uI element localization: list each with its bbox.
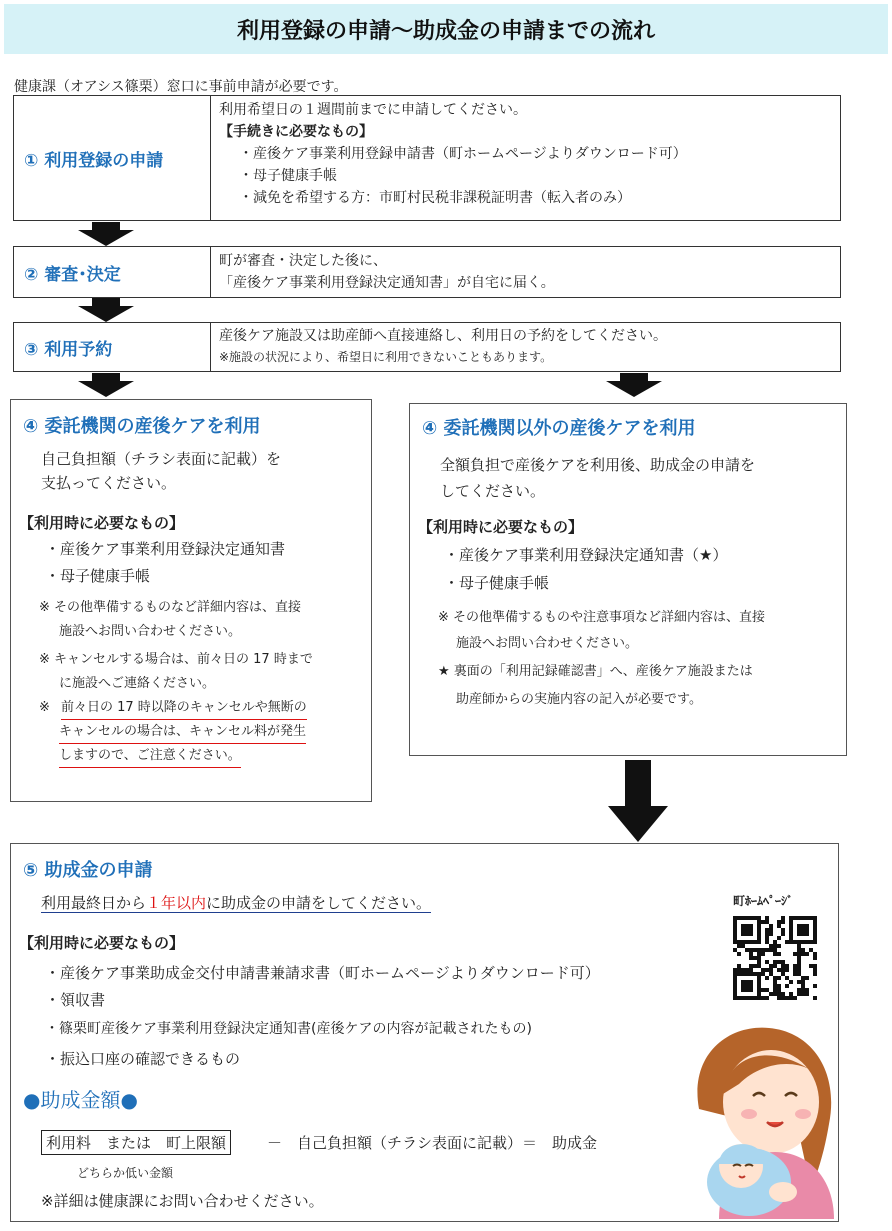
right-card-desc: してください。 xyxy=(440,482,546,500)
left-card-cancel-warning: しますので、ご注意ください。 xyxy=(59,744,241,768)
step-1-box xyxy=(13,95,841,221)
step-2-box xyxy=(13,246,841,298)
step-3-note: ※施設の状況により、希望日に利用できないこともあります。 xyxy=(219,350,553,364)
step-1-need-item: ・産後ケア事業利用登録申請書（町ホームページよりダウンロード可） xyxy=(239,146,687,162)
left-card-cancel-warning: キャンセルの場合は、キャンセル料が発生 xyxy=(59,720,306,744)
deadline-text: に助成金の申請をしてください。 xyxy=(206,894,432,912)
left-card-note-mark: ※ xyxy=(39,700,50,715)
qr-label: 町ﾎｰﾑﾍﾟｰｼﾞ xyxy=(733,894,794,908)
down-arrow-icon xyxy=(606,373,662,401)
formula-note: どちらか低い金額 xyxy=(77,1166,174,1180)
left-card-note: ※ キャンセルする場合は、前々日の 17 時まで xyxy=(39,652,313,667)
deadline-period: １年以内 xyxy=(146,894,207,912)
right-card-need-item: ・母子健康手帳 xyxy=(444,574,550,592)
left-card-need-item: ・母子健康手帳 xyxy=(45,567,151,585)
mother-baby-illustration xyxy=(679,1014,839,1223)
subsidy-card xyxy=(10,843,839,1222)
left-option-card xyxy=(10,399,372,802)
qr-code-icon[interactable] xyxy=(733,916,817,1000)
subsidy-card-title: ⑤ 助成金の申請 xyxy=(23,860,153,881)
formula-rest: － 自己負担額（チラシ表面に記載）＝ 助成金 xyxy=(267,1134,598,1152)
step-3-box xyxy=(13,322,841,372)
deadline-text: 利用最終日から xyxy=(41,894,147,912)
subsidy-amount-title: ●助成金額● xyxy=(23,1088,138,1112)
step-3-line: 産後ケア施設又は助産師へ直接連絡し、利用日の予約をしてください。 xyxy=(219,328,667,344)
left-card-need-item: ・産後ケア事業利用登録決定通知書 xyxy=(45,540,286,558)
left-card-note: に施設へご連絡ください。 xyxy=(59,676,216,691)
right-card-note: 助産師からの実施内容の記入が必要です。 xyxy=(456,692,702,707)
subsidy-needs-title: 【利用時に必要なもの】 xyxy=(19,934,185,952)
right-card-note: ※ その他準備するものや注意事項など詳細内容は、直接 xyxy=(438,610,766,625)
subsidy-deadline xyxy=(41,892,431,913)
formula-box: 利用料 または 町上限額 xyxy=(41,1130,231,1155)
right-card-title: ④ 委託機関以外の産後ケアを利用 xyxy=(422,418,696,439)
step-3-label: ③ 利用予約 xyxy=(14,323,211,371)
left-card-desc: 自己負担額（チラシ表面に記載）を xyxy=(41,450,282,468)
right-card-needs-title: 【利用時に必要なもの】 xyxy=(418,518,584,536)
step-2-label: ② 審査･決定 xyxy=(14,247,211,297)
down-arrow-icon xyxy=(78,373,134,401)
subsidy-footer: ※詳細は健康課にお問い合わせください。 xyxy=(41,1192,324,1210)
page-title: 利用登録の申請～助成金の申請までの流れ xyxy=(4,4,888,54)
step-1-needs-title: 【手続きに必要なもの】 xyxy=(219,124,373,140)
right-card-need-item: ・産後ケア事業利用登録決定通知書（★） xyxy=(444,546,728,564)
step-1-label: ① 利用登録の申請 xyxy=(14,96,211,220)
step-1-need-item: ・減免を希望する方：市町村民税非課税証明書（転入者のみ） xyxy=(239,190,631,206)
left-card-desc: 支払ってください。 xyxy=(41,474,177,492)
down-arrow-icon xyxy=(608,760,668,846)
step-2-line: 「産後ケア事業利用登録決定通知書」が自宅に届く。 xyxy=(219,275,555,291)
intro-text: 健康課（オアシス篠栗）窓口に事前申請が必要です。 xyxy=(14,79,348,95)
left-card-needs-title: 【利用時に必要なもの】 xyxy=(19,514,185,532)
left-card-note: ※ その他準備するものなど詳細内容は、直接 xyxy=(39,600,302,615)
step-1-line: 利用希望日の１週間前までに申請してください。 xyxy=(219,102,527,118)
left-card-note: 施設へお問い合わせください。 xyxy=(59,624,242,639)
left-card-title: ④ 委託機関の産後ケアを利用 xyxy=(23,416,261,437)
subsidy-need-item: ・篠栗町産後ケア事業利用登録決定通知書(産後ケアの内容が記載されたもの) xyxy=(45,1021,532,1037)
right-card-desc: 全額負担で産後ケアを利用後、助成金の申請を xyxy=(440,456,756,474)
right-option-card xyxy=(409,403,847,756)
right-card-note: 施設へお問い合わせください。 xyxy=(456,636,639,651)
step-2-line: 町が審査・決定した後に、 xyxy=(219,253,387,269)
subsidy-need-item: ・領収書 xyxy=(45,991,106,1009)
right-card-note: ★ 裏面の「利用記録確認書」へ、産後ケア施設または xyxy=(438,664,753,679)
subsidy-need-item: ・振込口座の確認できるもの xyxy=(45,1050,241,1068)
step-1-need-item: ・母子健康手帳 xyxy=(239,168,337,184)
left-card-cancel-warning: 前々日の 17 時以降のキャンセルや無断の xyxy=(61,696,307,720)
subsidy-need-item: ・産後ケア事業助成金交付申請書兼請求書（町ホームページよりダウンロード可） xyxy=(45,964,600,982)
